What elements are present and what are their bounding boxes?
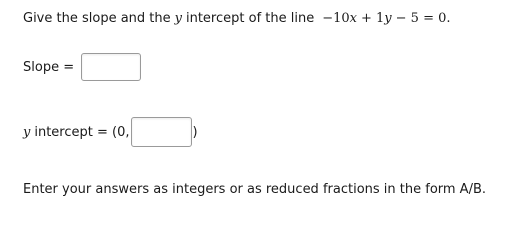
question-var-y: y bbox=[174, 11, 182, 26]
y-intercept-input[interactable] bbox=[131, 117, 192, 147]
y-intercept-label: intercept = (0, bbox=[34, 124, 130, 140]
equation-var-y: y bbox=[384, 11, 392, 26]
y-intercept-row bbox=[23, 117, 198, 147]
equation-var-x: x bbox=[349, 11, 357, 26]
equation-coef-x: −10 bbox=[322, 11, 350, 26]
y-intercept-var-y: y bbox=[23, 124, 31, 140]
question-prefix: Give the slope and the bbox=[23, 11, 171, 26]
question-middle: intercept of the line bbox=[185, 11, 315, 26]
y-intercept-close-paren: ) bbox=[192, 124, 198, 140]
slope-row bbox=[23, 53, 141, 81]
slope-input[interactable] bbox=[81, 53, 141, 81]
slope-label: Slope = bbox=[23, 59, 75, 75]
equation-coef-y: + 1 bbox=[361, 11, 385, 26]
equation-rest: − 5 = 0. bbox=[395, 11, 451, 26]
instructions-text: Enter your answers as integers or as reduced fractions in the form A/B. bbox=[23, 182, 487, 197]
question-text bbox=[23, 11, 451, 26]
